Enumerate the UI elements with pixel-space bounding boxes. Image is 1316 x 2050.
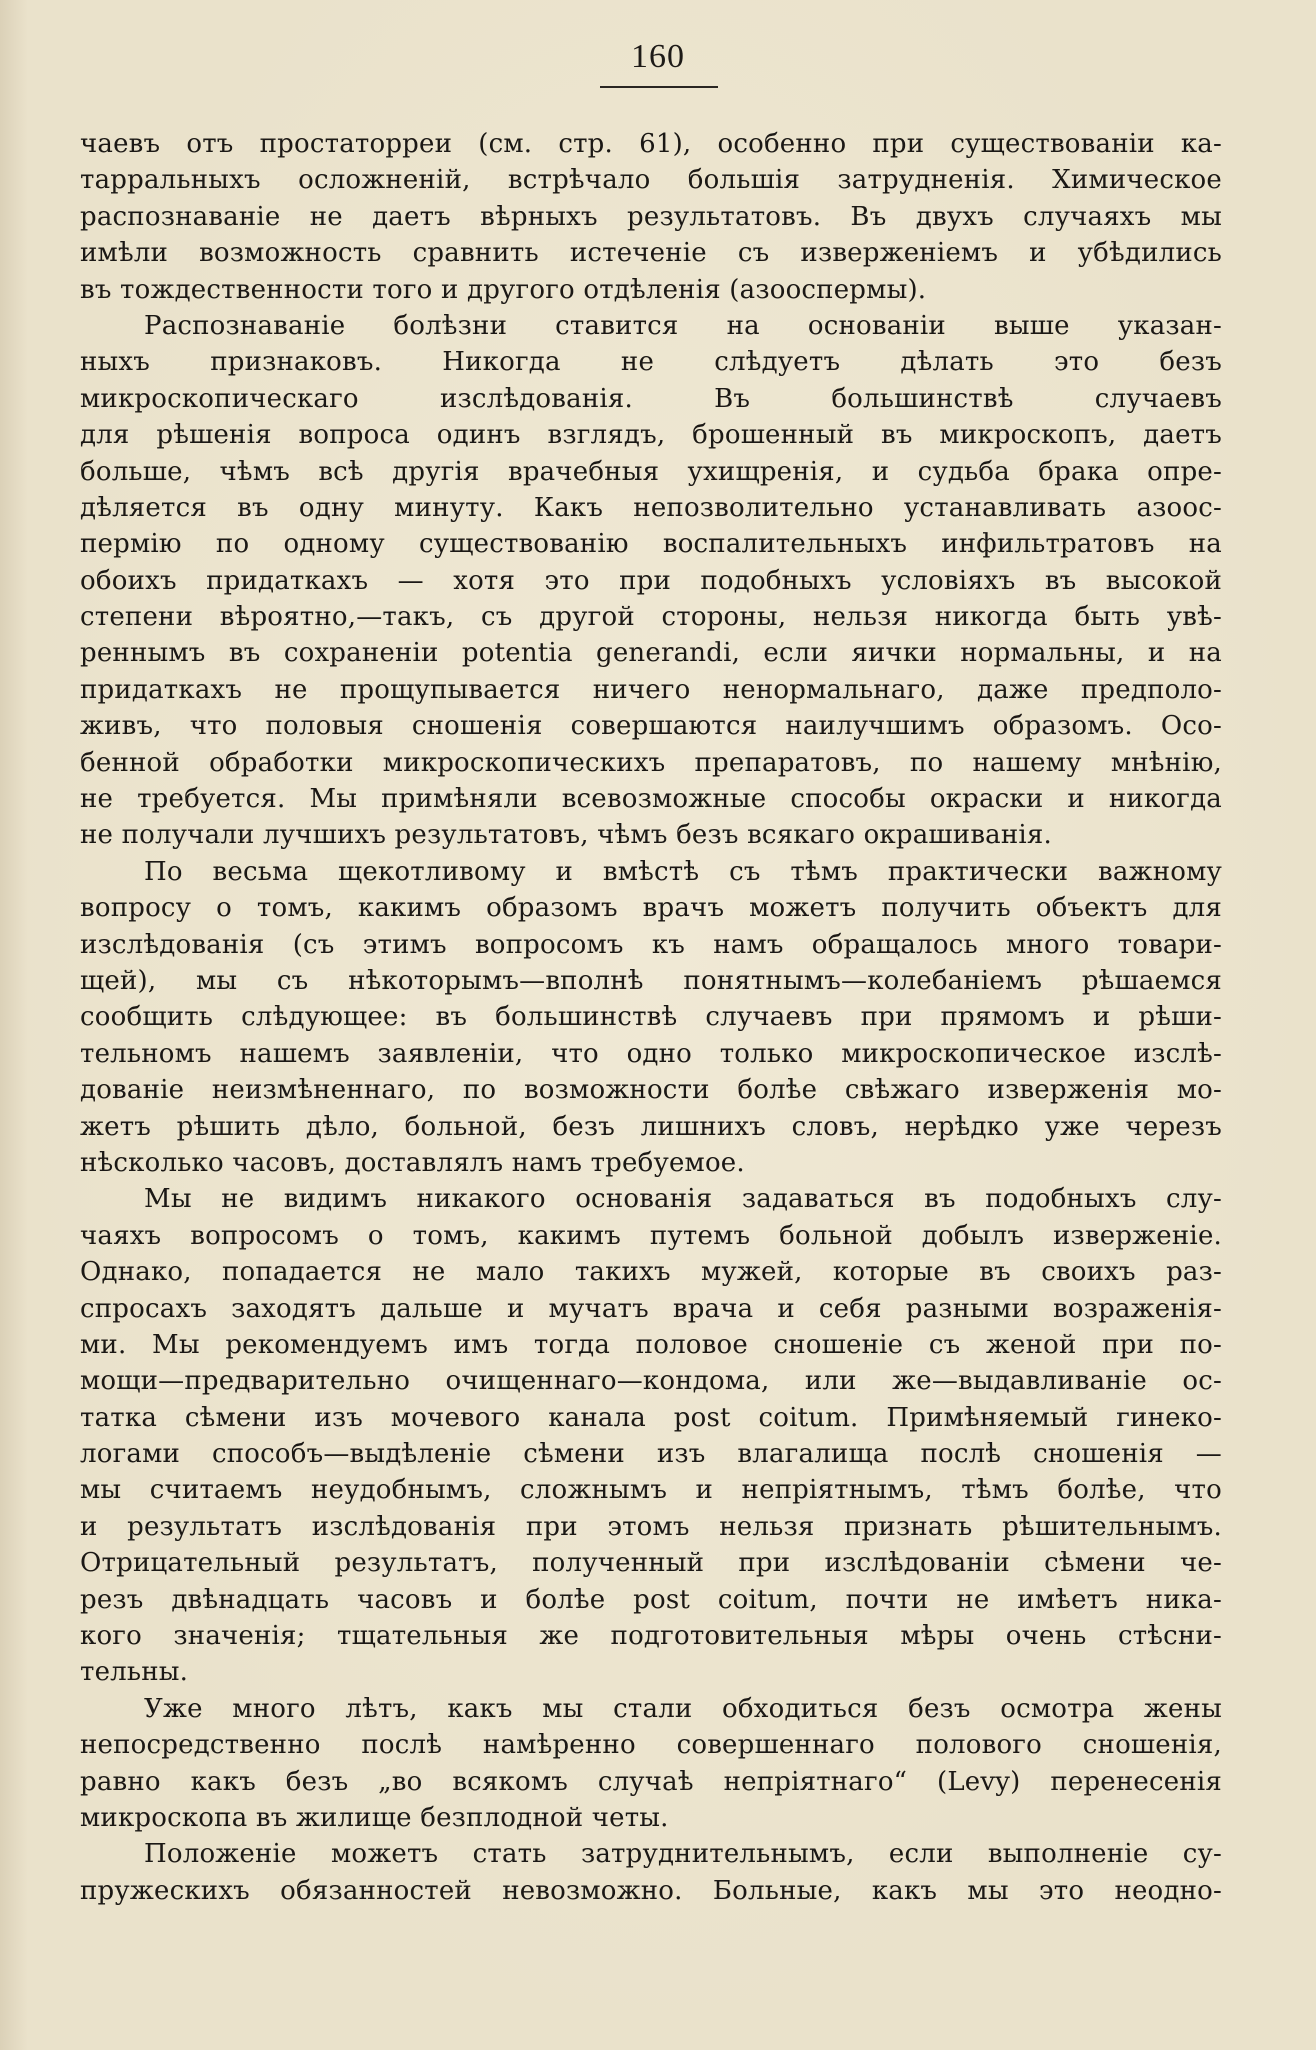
text-line: реннымъ въ сохраненіи potentia generandi, если яички нормальны, и на [80, 638, 1222, 669]
paragraph [80, 1836, 1222, 1909]
page-number: 160 [631, 38, 685, 75]
text-line: Уже много лѣтъ, какъ мы стали обходиться безъ осмотра жены [144, 1693, 1222, 1724]
text-line: логами способъ—выдѣленіе сѣмени изъ влагалища послѣ сношенія — [80, 1439, 1222, 1470]
text-column [80, 126, 1222, 1909]
text-line: резъ двѣнадцать часовъ и болѣе post coitum, почти не имѣетъ никa- [80, 1584, 1222, 1615]
text-line: Мы не видимъ никакого основанія задаваться въ подобныхъ слу- [144, 1184, 1222, 1215]
paragraph [80, 1181, 1222, 1690]
text-line: распознаваніе не даетъ вѣрныхъ результатовъ. Въ двухъ случаяхъ мы [80, 201, 1222, 232]
text-line: не требуется. Мы примѣняли всевозможные способы окраски и никогда [80, 784, 1222, 815]
text-line: и результатъ изслѣдованія при этомъ нельзя признать рѣшительнымъ. [80, 1511, 1222, 1542]
paragraph [80, 308, 1222, 854]
text-line: имѣли возможность сравнить истеченіе съ изверженіемъ и убѣдились [80, 238, 1222, 269]
text-line: Положеніе можетъ стать затруднительнымъ, если выполненіе су- [144, 1839, 1222, 1870]
text-line: чаяхъ вопросомъ о томъ, какимъ путемъ больной добылъ изверженіе. [80, 1220, 1222, 1251]
text-line: тарральныхъ осложненій, встрѣчало большія затрудненія. Химическое [80, 165, 1222, 196]
text-line: ныхъ признаковъ. Никогда не слѣдуетъ дѣлать это безъ [80, 347, 1222, 378]
text-line: кого значенія; тщательныя же подготовительныя мѣры очень стѣсни- [80, 1621, 1222, 1652]
text-line: щей), мы съ нѣкоторымъ—вполнѣ понятнымъ—колебаніемъ рѣшаемся [80, 965, 1222, 996]
text-line: чаевъ отъ простаторреи (см. стр. 61), особенно при существованіи ка- [80, 129, 1222, 159]
page-number-underline [600, 86, 718, 88]
text-line: изслѣдованія (съ этимъ вопросомъ къ намъ обращалось много товари- [80, 929, 1222, 960]
text-line: пермію по одному существованію воспалительныхъ инфильтратовъ на [80, 529, 1222, 560]
text-line: тельномъ нашемъ заявленіи, что одно только микроскопическое изслѣ- [80, 1038, 1222, 1069]
text-line: По весьма щекотливому и вмѣстѣ съ тѣмъ практически важному [144, 856, 1222, 887]
text-line: микроскопа въ жилище безплодной четы. [80, 1802, 669, 1833]
text-line: непосредственно послѣ намѣренно совершеннаго полового сношенія, [80, 1730, 1222, 1761]
text-line: пружескихъ обязанностей невозможно. Больные, какъ мы это неодно- [80, 1875, 1222, 1906]
paragraph [80, 854, 1222, 1182]
text-line: нѣсколько часовъ, доставлялъ намъ требуемое. [80, 1147, 745, 1178]
text-line: равно какъ безъ „во всякомъ случаѣ непріятнаго“ (Levy) перенесенія [80, 1766, 1222, 1797]
text-line: сообщить слѣдующее: въ большинствѣ случаевъ при прямомъ и рѣши- [80, 1002, 1222, 1033]
text-line: мощи—предварительно очищеннаго—кондома, или же—выдавливаніе ос- [80, 1366, 1222, 1397]
page-edge-shadow [0, 0, 28, 2050]
text-line: Отрицательный результатъ, полученный при изслѣдованіи сѣмени че- [80, 1548, 1222, 1579]
text-line: обоихъ придаткахъ — хотя это при подобныхъ условіяхъ въ высокой [80, 565, 1222, 596]
text-line: тельны. [80, 1657, 189, 1688]
text-line: бенной обработки микроскопическихъ препаратовъ, по нашему мнѣнію, [80, 747, 1222, 778]
text-line: дованіе неизмѣненнаго, по возможности болѣе свѣжаго изверженія мо- [80, 1075, 1222, 1106]
text-line: жетъ рѣшить дѣло, больной, безъ лишнихъ словъ, нерѣдко уже черезъ [80, 1111, 1222, 1142]
text-line: спросахъ заходятъ дальше и мучатъ врача и себя разными возраженія- [80, 1293, 1222, 1324]
text-line: вопросу о томъ, какимъ образомъ врачъ можетъ получить объектъ для [80, 893, 1222, 924]
text-line: не получали лучшихъ результатовъ, чѣмъ безъ всякаго окрашиванія. [80, 820, 1052, 851]
text-line: Распознаваніе болѣзни ставится на основаніи выше указан- [144, 310, 1222, 341]
text-line: придаткахъ не прощупывается ничего ненормальнаго, даже предполо- [80, 674, 1222, 705]
text-line: микроскопическаго изслѣдованія. Въ большинствѣ случаевъ [80, 383, 1222, 414]
text-line: дѣляется въ одну минуту. Какъ непозволительно устанавливать азоос- [80, 492, 1222, 523]
paragraph [80, 126, 1222, 308]
text-line: Однако, попадается не мало такихъ мужей, которые въ своихъ раз- [80, 1257, 1222, 1288]
paragraph [80, 1691, 1222, 1837]
text-line: ми. Мы рекомендуемъ имъ тогда половое сношеніе съ женой при по- [80, 1329, 1222, 1360]
text-line: мы считаемъ неудобнымъ, сложнымъ и непріятнымъ, тѣмъ болѣе, что [80, 1475, 1222, 1506]
text-line: для рѣшенія вопроса одинъ взглядъ, брошенный въ микроскопъ, даетъ [80, 420, 1222, 451]
text-line: больше, чѣмъ всѣ другія врачебныя ухищренія, и судьба брака опре- [80, 456, 1222, 487]
text-line: въ тождественности того и другого отдѣленія (азооспермы). [80, 274, 927, 305]
text-line: татка сѣмени изъ мочевого канала post coitum. Примѣняемый гинеко- [80, 1402, 1222, 1433]
text-line: степени вѣроятно,—такъ, съ другой стороны, нельзя никогда быть увѣ- [80, 602, 1222, 633]
text-line: живъ, что половыя сношенія совершаются наилучшимъ образомъ. Осо- [80, 711, 1222, 742]
